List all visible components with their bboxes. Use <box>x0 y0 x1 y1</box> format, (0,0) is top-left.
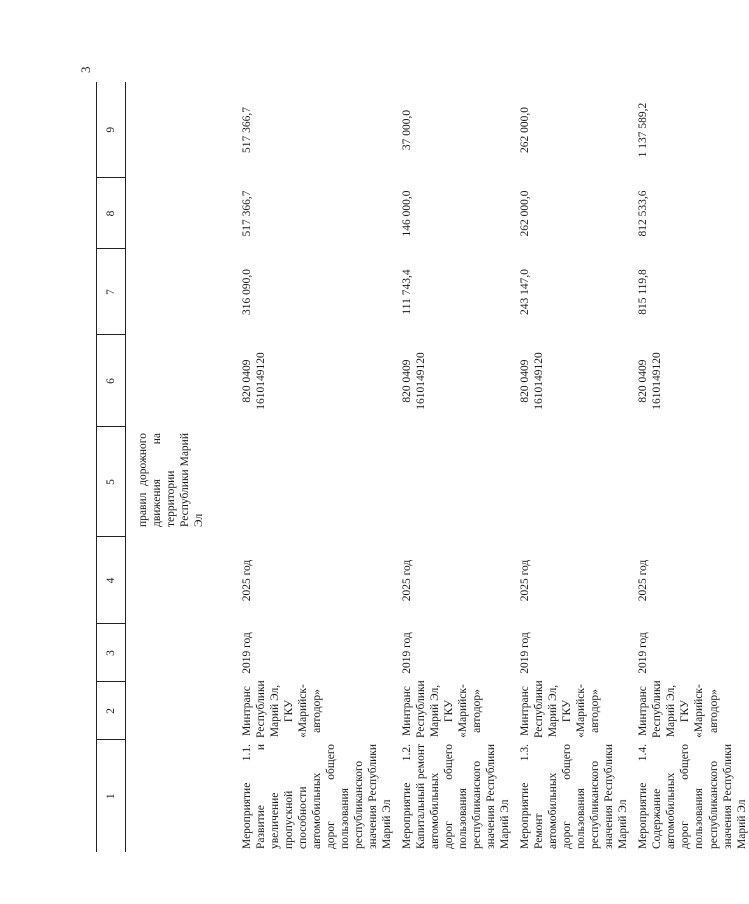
end-year: 2025 год <box>519 559 532 602</box>
start-year: 2019 год <box>637 632 650 674</box>
activity-name: Мероприятие 1.2. Капитальный ремонт автомобильных дорог общего пользования республиканского значения Республики Марий Эл <box>401 744 512 849</box>
budget-code-line: 820 0409 <box>241 359 253 403</box>
expected-result <box>630 427 748 537</box>
column-header-3: 3 <box>97 624 126 682</box>
end-year: 2025 год <box>241 559 253 602</box>
table-header-row <box>97 82 126 852</box>
responsible-executor: Минтранс Республики Марий Эл, ГКУ «Марийск-автодор» <box>401 680 484 738</box>
activity-name: Мероприятие 1.4. Содержание автомобильных дорог общего пользования республиканского значения Республики Марий Эл <box>637 744 748 849</box>
budget-code-line: 820 0409 <box>637 359 650 403</box>
activity-name: Мероприятие 1.1. Развитие и увеличение пропускной способности автомобильных дорог общего пользования республиканского значения Республики Марий Эл <box>241 744 394 849</box>
table-row <box>512 82 630 852</box>
column-header-6: 6 <box>97 335 126 427</box>
column-header-8: 8 <box>97 178 126 249</box>
amount-col9: 37 000,0 <box>401 109 414 151</box>
amount-col9: 262 000,0 <box>519 107 532 153</box>
expected-result <box>394 427 512 537</box>
budget-code <box>512 335 630 427</box>
amount-col7: 815 119,8 <box>637 269 650 315</box>
budget-code-line: 1610149120 <box>415 352 428 410</box>
responsible-executor: Минтранс Республики Марий Эл, ГКУ «Марийск-автодор» <box>241 680 324 738</box>
expected-result-continuation: правил дорожного движения на территории Республики Марий Эл <box>137 433 206 527</box>
amount-col8: 812 533,6 <box>637 190 650 237</box>
amount-col7: 316 090,0 <box>241 269 253 315</box>
budget-code <box>394 335 512 427</box>
responsible-executor: Минтранс Республики Марий Эл, ГКУ «Марийск-автодор» <box>519 680 602 738</box>
program-activities-table <box>96 82 749 852</box>
budget-code <box>630 335 748 427</box>
column-header-7: 7 <box>97 249 126 335</box>
table-row <box>394 82 512 852</box>
table-row <box>234 82 394 852</box>
budget-code-line: 1610149120 <box>255 352 268 410</box>
amount-col8: 262 000,0 <box>519 190 532 237</box>
end-year: 2025 год <box>401 559 414 602</box>
page-number: 3 <box>78 66 93 73</box>
expected-result <box>512 427 630 537</box>
amount-col7: 111 743,4 <box>401 269 414 315</box>
start-year: 2019 год <box>401 632 414 674</box>
start-year: 2019 год <box>241 632 253 674</box>
amount-col7: 243 147,0 <box>519 269 532 315</box>
budget-code <box>234 335 394 427</box>
table-row <box>630 82 748 852</box>
table-row-continuation <box>126 82 235 852</box>
budget-code-line: 1610149120 <box>533 352 546 410</box>
column-header-1: 1 <box>97 740 126 852</box>
budget-code-line: 820 0409 <box>519 359 532 403</box>
expected-result <box>234 427 394 537</box>
column-header-9: 9 <box>97 82 126 178</box>
end-year: 2025 год <box>637 559 650 602</box>
amount-col9: 1 137 589,2 <box>637 102 650 158</box>
amount-col8: 517 366,7 <box>241 190 253 237</box>
column-header-4: 4 <box>97 537 126 624</box>
budget-code-line: 820 0409 <box>401 359 414 403</box>
column-header-2: 2 <box>97 682 126 740</box>
responsible-executor: Минтранс Республики Марий Эл, ГКУ «Марийск-автодор» <box>637 680 720 738</box>
start-year: 2019 год <box>519 632 532 674</box>
activity-name: Мероприятие 1.3. Ремонт автомобильных дорог общего пользования республиканского значения Республики Марий Эл <box>519 744 630 849</box>
column-header-5: 5 <box>97 427 126 537</box>
amount-col8: 146 000,0 <box>401 190 414 237</box>
amount-col9: 517 366,7 <box>241 107 253 153</box>
budget-code-line: 1610149120 <box>651 352 664 410</box>
